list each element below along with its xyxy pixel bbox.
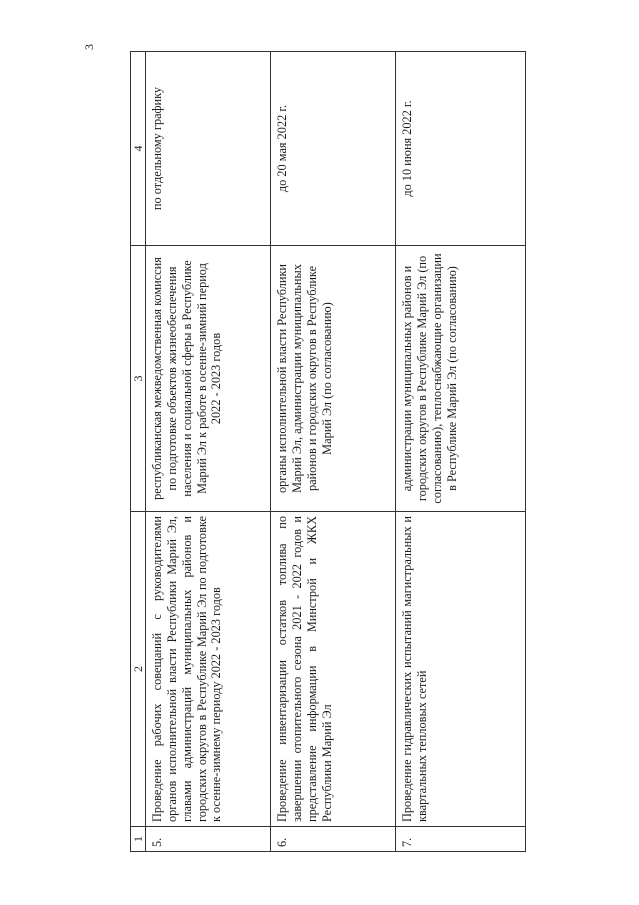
table-row <box>146 52 271 852</box>
table-row <box>271 52 396 852</box>
page-number: 3 <box>82 44 96 50</box>
deadline-cell: до 20 мая 2022 г. <box>271 52 396 246</box>
responsible-cell: республиканская межведомственная комиссия по подготовке объектов жизнеобеспечения населения и социальной сферы в Республике Марий Эл к работе в осенне-зимний период 2022 - 2023 годов <box>146 246 271 512</box>
plan-table <box>130 51 526 852</box>
row-number: 6. <box>271 827 396 852</box>
deadline-cell: до 10 июня 2022 г. <box>396 52 526 246</box>
action-cell: Проведение инвентаризации остатков топлива по завершении отопительного сезона 2021 - 2022 годов и представление информации в Минстрой и ЖКХ Республики Марий Эл <box>271 512 396 827</box>
responsible-cell: администрации муниципальных районов и городских округов в Республике Марий Эл (по согласованию), теплоснабжающие организации в Республике Марий Эл (по согласованию) <box>396 246 526 512</box>
column-header-4: 4 <box>131 52 146 246</box>
row-number: 7. <box>396 827 526 852</box>
deadline-cell: по отдельному графику <box>146 52 271 246</box>
column-header-3: 3 <box>131 246 146 512</box>
column-header-1: 1 <box>131 827 146 852</box>
table-row <box>396 52 526 852</box>
action-cell: Проведение гидравлических испытаний магистральных и квартальных тепловых сетей <box>396 512 526 827</box>
row-number: 5. <box>146 827 271 852</box>
responsible-cell: органы исполнительной власти Республики Марий Эл, администрации муниципальных районов и городских округов в Республике Марий Эл (по согласованию) <box>271 246 396 512</box>
action-cell: Проведение рабочих совещаний с руководителями органов исполнительной власти Республики Марий Эл, главами администраций муниципальных районов и городских округов в Республике Марий Эл по подготовке к осенне-зимнему периоду 2022 - 2023 годов <box>146 512 271 827</box>
rotated-page <box>130 52 526 852</box>
column-header-2: 2 <box>131 512 146 827</box>
header-row <box>131 52 146 852</box>
